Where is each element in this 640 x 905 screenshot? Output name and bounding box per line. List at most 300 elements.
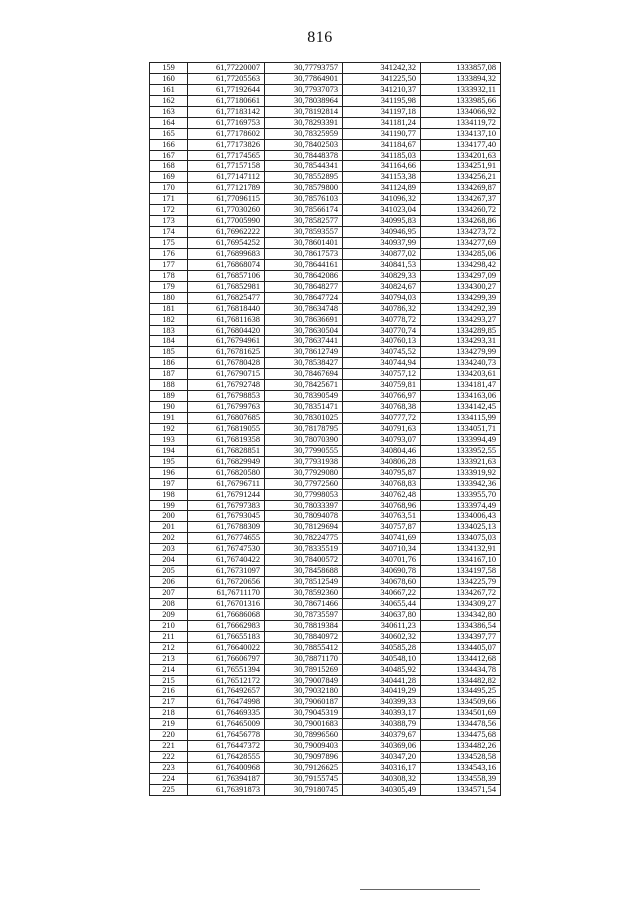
x-coordinate-cell: 340829,33 <box>343 270 421 281</box>
point-number-cell: 195 <box>150 456 188 467</box>
table-row <box>150 763 501 774</box>
latitude-cell: 61,77220007 <box>188 63 265 74</box>
y-coordinate-cell: 1334482,82 <box>421 675 501 686</box>
x-coordinate-cell: 340379,67 <box>343 730 421 741</box>
longitude-cell: 30,78544341 <box>265 161 343 172</box>
y-coordinate-cell: 1333857,08 <box>421 63 501 74</box>
point-number-cell: 187 <box>150 369 188 380</box>
table-row <box>150 84 501 95</box>
x-coordinate-cell: 340995,83 <box>343 216 421 227</box>
latitude-cell: 61,76711170 <box>188 588 265 599</box>
table-row <box>150 686 501 697</box>
x-coordinate-cell: 340760,13 <box>343 336 421 347</box>
y-coordinate-cell: 1334137,10 <box>421 128 501 139</box>
latitude-cell: 61,76512172 <box>188 675 265 686</box>
y-coordinate-cell: 1333955,70 <box>421 489 501 500</box>
latitude-cell: 61,76720656 <box>188 577 265 588</box>
longitude-cell: 30,78855412 <box>265 642 343 653</box>
x-coordinate-cell: 340602,32 <box>343 631 421 642</box>
table-row <box>150 413 501 424</box>
table-row <box>150 719 501 730</box>
latitude-cell: 61,76774655 <box>188 533 265 544</box>
y-coordinate-cell: 1333974,49 <box>421 500 501 511</box>
table-row <box>150 325 501 336</box>
point-number-cell: 194 <box>150 445 188 456</box>
latitude-cell: 61,76655183 <box>188 631 265 642</box>
table-row <box>150 150 501 161</box>
table-row <box>150 183 501 194</box>
x-coordinate-cell: 341023,04 <box>343 205 421 216</box>
y-coordinate-cell: 1334203,61 <box>421 369 501 380</box>
latitude-cell: 61,76394187 <box>188 773 265 784</box>
y-coordinate-cell: 1334397,77 <box>421 631 501 642</box>
latitude-cell: 61,76790715 <box>188 369 265 380</box>
point-number-cell: 223 <box>150 763 188 774</box>
longitude-cell: 30,78301025 <box>265 413 343 424</box>
longitude-cell: 30,79126625 <box>265 763 343 774</box>
table-row <box>150 588 501 599</box>
x-coordinate-cell: 341195,98 <box>343 95 421 106</box>
longitude-cell: 30,78644161 <box>265 259 343 270</box>
longitude-cell: 30,78538427 <box>265 358 343 369</box>
table-row <box>150 752 501 763</box>
latitude-cell: 61,77174565 <box>188 150 265 161</box>
point-number-cell: 178 <box>150 270 188 281</box>
longitude-cell: 30,78552895 <box>265 172 343 183</box>
x-coordinate-cell: 340770,74 <box>343 325 421 336</box>
longitude-cell: 30,79045319 <box>265 708 343 719</box>
y-coordinate-cell: 1334405,07 <box>421 642 501 653</box>
x-coordinate-cell: 340741,69 <box>343 533 421 544</box>
point-number-cell: 216 <box>150 686 188 697</box>
latitude-cell: 61,76818440 <box>188 303 265 314</box>
x-coordinate-cell: 340778,72 <box>343 314 421 325</box>
latitude-cell: 61,76857106 <box>188 270 265 281</box>
y-coordinate-cell: 1334025,13 <box>421 522 501 533</box>
y-coordinate-cell: 1334528,58 <box>421 752 501 763</box>
longitude-cell: 30,79001683 <box>265 719 343 730</box>
x-coordinate-cell: 340795,87 <box>343 467 421 478</box>
x-coordinate-cell: 341242,32 <box>343 63 421 74</box>
longitude-cell: 30,78593557 <box>265 227 343 238</box>
latitude-cell: 61,76465009 <box>188 719 265 730</box>
longitude-cell: 30,78582577 <box>265 216 343 227</box>
y-coordinate-cell: 1334256,21 <box>421 172 501 183</box>
y-coordinate-cell: 1334571,54 <box>421 784 501 795</box>
longitude-cell: 30,78129694 <box>265 522 343 533</box>
longitude-cell: 30,78819384 <box>265 620 343 631</box>
table-row <box>150 73 501 84</box>
table-row <box>150 194 501 205</box>
x-coordinate-cell: 341153,38 <box>343 172 421 183</box>
point-number-cell: 214 <box>150 664 188 675</box>
longitude-cell: 30,78293391 <box>265 117 343 128</box>
point-number-cell: 185 <box>150 347 188 358</box>
y-coordinate-cell: 1333994,49 <box>421 434 501 445</box>
table-row <box>150 423 501 434</box>
table-row <box>150 227 501 238</box>
point-number-cell: 169 <box>150 172 188 183</box>
latitude-cell: 61,76686068 <box>188 609 265 620</box>
table-row <box>150 238 501 249</box>
x-coordinate-cell: 341190,77 <box>343 128 421 139</box>
latitude-cell: 61,76804420 <box>188 325 265 336</box>
table-row <box>150 95 501 106</box>
longitude-cell: 30,78642086 <box>265 270 343 281</box>
latitude-cell: 61,76640022 <box>188 642 265 653</box>
point-number-cell: 199 <box>150 500 188 511</box>
x-coordinate-cell: 340369,06 <box>343 741 421 752</box>
longitude-cell: 30,78617573 <box>265 248 343 259</box>
point-number-cell: 164 <box>150 117 188 128</box>
y-coordinate-cell: 1334240,73 <box>421 358 501 369</box>
x-coordinate-cell: 340768,83 <box>343 478 421 489</box>
latitude-cell: 61,77030260 <box>188 205 265 216</box>
table-row <box>150 741 501 752</box>
x-coordinate-cell: 340744,94 <box>343 358 421 369</box>
x-coordinate-cell: 340393,17 <box>343 708 421 719</box>
point-number-cell: 183 <box>150 325 188 336</box>
longitude-cell: 30,78448378 <box>265 150 343 161</box>
point-number-cell: 213 <box>150 653 188 664</box>
x-coordinate-cell: 340841,53 <box>343 259 421 270</box>
y-coordinate-cell: 1333952,55 <box>421 445 501 456</box>
x-coordinate-cell: 340441,28 <box>343 675 421 686</box>
latitude-cell: 61,76829949 <box>188 456 265 467</box>
x-coordinate-cell: 340791,63 <box>343 423 421 434</box>
y-coordinate-cell: 1334501,69 <box>421 708 501 719</box>
point-number-cell: 198 <box>150 489 188 500</box>
longitude-cell: 30,78033397 <box>265 500 343 511</box>
table-row <box>150 314 501 325</box>
table-row <box>150 653 501 664</box>
latitude-cell: 61,76798853 <box>188 391 265 402</box>
point-number-cell: 224 <box>150 773 188 784</box>
table-row <box>150 303 501 314</box>
x-coordinate-cell: 340611,23 <box>343 620 421 631</box>
longitude-cell: 30,78425671 <box>265 380 343 391</box>
table-row <box>150 784 501 795</box>
y-coordinate-cell: 1333894,32 <box>421 73 501 84</box>
table-row <box>150 773 501 784</box>
longitude-cell: 30,78325959 <box>265 128 343 139</box>
latitude-cell: 61,77205563 <box>188 73 265 84</box>
y-coordinate-cell: 1334478,56 <box>421 719 501 730</box>
longitude-cell: 30,78996560 <box>265 730 343 741</box>
table-row <box>150 402 501 413</box>
x-coordinate-cell: 340485,92 <box>343 664 421 675</box>
table-row <box>150 281 501 292</box>
table-row <box>150 544 501 555</box>
y-coordinate-cell: 1334260,72 <box>421 205 501 216</box>
x-coordinate-cell: 340877,02 <box>343 248 421 259</box>
point-number-cell: 177 <box>150 259 188 270</box>
point-number-cell: 215 <box>150 675 188 686</box>
table-row <box>150 63 501 74</box>
y-coordinate-cell: 1334066,92 <box>421 106 501 117</box>
longitude-cell: 30,78871170 <box>265 653 343 664</box>
y-coordinate-cell: 1334386,54 <box>421 620 501 631</box>
table-row <box>150 434 501 445</box>
longitude-cell: 30,79155745 <box>265 773 343 784</box>
latitude-cell: 61,76428555 <box>188 752 265 763</box>
x-coordinate-cell: 340667,22 <box>343 588 421 599</box>
y-coordinate-cell: 1334268,86 <box>421 216 501 227</box>
table-row <box>150 467 501 478</box>
y-coordinate-cell: 1333919,92 <box>421 467 501 478</box>
longitude-cell: 30,77937073 <box>265 84 343 95</box>
latitude-cell: 61,76820580 <box>188 467 265 478</box>
point-number-cell: 190 <box>150 402 188 413</box>
longitude-cell: 30,78192814 <box>265 106 343 117</box>
point-number-cell: 211 <box>150 631 188 642</box>
longitude-cell: 30,78467694 <box>265 369 343 380</box>
table-row <box>150 566 501 577</box>
x-coordinate-cell: 341210,37 <box>343 84 421 95</box>
latitude-cell: 61,76747530 <box>188 544 265 555</box>
x-coordinate-cell: 340806,28 <box>343 456 421 467</box>
latitude-cell: 61,76606797 <box>188 653 265 664</box>
point-number-cell: 225 <box>150 784 188 795</box>
latitude-cell: 61,76792748 <box>188 380 265 391</box>
longitude-cell: 30,78601401 <box>265 238 343 249</box>
longitude-cell: 30,79009403 <box>265 741 343 752</box>
point-number-cell: 206 <box>150 577 188 588</box>
longitude-cell: 30,78636691 <box>265 314 343 325</box>
footer-rule <box>360 889 480 890</box>
y-coordinate-cell: 1334277,69 <box>421 238 501 249</box>
table-row <box>150 577 501 588</box>
latitude-cell: 61,76456778 <box>188 730 265 741</box>
point-number-cell: 205 <box>150 566 188 577</box>
latitude-cell: 61,76793045 <box>188 511 265 522</box>
latitude-cell: 61,76799763 <box>188 402 265 413</box>
point-number-cell: 196 <box>150 467 188 478</box>
x-coordinate-cell: 341185,03 <box>343 150 421 161</box>
longitude-cell: 30,78400572 <box>265 555 343 566</box>
longitude-cell: 30,77998053 <box>265 489 343 500</box>
point-number-cell: 203 <box>150 544 188 555</box>
table-row <box>150 609 501 620</box>
x-coordinate-cell: 341181,24 <box>343 117 421 128</box>
y-coordinate-cell: 1334279,99 <box>421 347 501 358</box>
point-number-cell: 222 <box>150 752 188 763</box>
longitude-cell: 30,78351471 <box>265 402 343 413</box>
point-number-cell: 173 <box>150 216 188 227</box>
longitude-cell: 30,78566174 <box>265 205 343 216</box>
table-row <box>150 128 501 139</box>
x-coordinate-cell: 340768,96 <box>343 500 421 511</box>
point-number-cell: 174 <box>150 227 188 238</box>
latitude-cell: 61,76662983 <box>188 620 265 631</box>
point-number-cell: 197 <box>150 478 188 489</box>
longitude-cell: 30,77929080 <box>265 467 343 478</box>
y-coordinate-cell: 1334543,16 <box>421 763 501 774</box>
latitude-cell: 61,76400968 <box>188 763 265 774</box>
table-row <box>150 259 501 270</box>
table-row <box>150 533 501 544</box>
table-row <box>150 139 501 150</box>
longitude-cell: 30,78070390 <box>265 434 343 445</box>
longitude-cell: 30,78634748 <box>265 303 343 314</box>
latitude-cell: 61,76791244 <box>188 489 265 500</box>
longitude-cell: 30,78592360 <box>265 588 343 599</box>
table-row <box>150 445 501 456</box>
latitude-cell: 61,76492657 <box>188 686 265 697</box>
longitude-cell: 30,78094078 <box>265 511 343 522</box>
point-number-cell: 180 <box>150 292 188 303</box>
point-number-cell: 161 <box>150 84 188 95</box>
x-coordinate-cell: 340678,60 <box>343 577 421 588</box>
y-coordinate-cell: 1334075,03 <box>421 533 501 544</box>
x-coordinate-cell: 340763,51 <box>343 511 421 522</box>
x-coordinate-cell: 340388,79 <box>343 719 421 730</box>
point-number-cell: 170 <box>150 183 188 194</box>
x-coordinate-cell: 340793,07 <box>343 434 421 445</box>
x-coordinate-cell: 340548,10 <box>343 653 421 664</box>
y-coordinate-cell: 1334142,45 <box>421 402 501 413</box>
latitude-cell: 61,76811638 <box>188 314 265 325</box>
page-number: 816 <box>307 29 333 46</box>
y-coordinate-cell: 1334482,26 <box>421 741 501 752</box>
table-row <box>150 730 501 741</box>
latitude-cell: 61,76780428 <box>188 358 265 369</box>
point-number-cell: 163 <box>150 106 188 117</box>
longitude-cell: 30,79032180 <box>265 686 343 697</box>
latitude-cell: 61,76852981 <box>188 281 265 292</box>
point-number-cell: 207 <box>150 588 188 599</box>
y-coordinate-cell: 1334181,47 <box>421 380 501 391</box>
table-row <box>150 642 501 653</box>
table-row <box>150 117 501 128</box>
latitude-cell: 61,76794961 <box>188 336 265 347</box>
point-number-cell: 186 <box>150 358 188 369</box>
x-coordinate-cell: 341124,89 <box>343 183 421 194</box>
table-row <box>150 478 501 489</box>
table-row <box>150 708 501 719</box>
table-row <box>150 598 501 609</box>
table-row <box>150 555 501 566</box>
y-coordinate-cell: 1334412,68 <box>421 653 501 664</box>
latitude-cell: 61,76391873 <box>188 784 265 795</box>
longitude-cell: 30,78579800 <box>265 183 343 194</box>
y-coordinate-cell: 1334293,31 <box>421 336 501 347</box>
y-coordinate-cell: 1334177,40 <box>421 139 501 150</box>
x-coordinate-cell: 340710,34 <box>343 544 421 555</box>
point-number-cell: 172 <box>150 205 188 216</box>
x-coordinate-cell: 340305,49 <box>343 784 421 795</box>
table-row <box>150 248 501 259</box>
longitude-cell: 30,78390549 <box>265 391 343 402</box>
table-row <box>150 391 501 402</box>
table-row <box>150 456 501 467</box>
latitude-cell: 61,77157158 <box>188 161 265 172</box>
y-coordinate-cell: 1334006,43 <box>421 511 501 522</box>
point-number-cell: 165 <box>150 128 188 139</box>
x-coordinate-cell: 340946,95 <box>343 227 421 238</box>
point-number-cell: 179 <box>150 281 188 292</box>
point-number-cell: 219 <box>150 719 188 730</box>
point-number-cell: 201 <box>150 522 188 533</box>
latitude-cell: 61,76807685 <box>188 413 265 424</box>
longitude-cell: 30,79097896 <box>265 752 343 763</box>
longitude-cell: 30,77990555 <box>265 445 343 456</box>
point-number-cell: 200 <box>150 511 188 522</box>
table-row <box>150 172 501 183</box>
x-coordinate-cell: 340757,87 <box>343 522 421 533</box>
table-row <box>150 216 501 227</box>
x-coordinate-cell: 341184,67 <box>343 139 421 150</box>
y-coordinate-cell: 1334225,79 <box>421 577 501 588</box>
x-coordinate-cell: 340762,48 <box>343 489 421 500</box>
table-row <box>150 292 501 303</box>
y-coordinate-cell: 1334509,66 <box>421 697 501 708</box>
latitude-cell: 61,77178602 <box>188 128 265 139</box>
latitude-cell: 61,76551394 <box>188 664 265 675</box>
y-coordinate-cell: 1334201,63 <box>421 150 501 161</box>
longitude-cell: 30,78612749 <box>265 347 343 358</box>
latitude-cell: 61,76474998 <box>188 697 265 708</box>
y-coordinate-cell: 1334119,72 <box>421 117 501 128</box>
point-number-cell: 193 <box>150 434 188 445</box>
y-coordinate-cell: 1334132,91 <box>421 544 501 555</box>
point-number-cell: 188 <box>150 380 188 391</box>
x-coordinate-cell: 340308,32 <box>343 773 421 784</box>
point-number-cell: 217 <box>150 697 188 708</box>
latitude-cell: 61,76797383 <box>188 500 265 511</box>
x-coordinate-cell: 340766,97 <box>343 391 421 402</box>
latitude-cell: 61,77147112 <box>188 172 265 183</box>
table-row <box>150 347 501 358</box>
x-coordinate-cell: 341197,18 <box>343 106 421 117</box>
y-coordinate-cell: 1334293,27 <box>421 314 501 325</box>
longitude-cell: 30,77931938 <box>265 456 343 467</box>
longitude-cell: 30,78402503 <box>265 139 343 150</box>
x-coordinate-cell: 340794,03 <box>343 292 421 303</box>
longitude-cell: 30,77972560 <box>265 478 343 489</box>
point-number-cell: 176 <box>150 248 188 259</box>
point-number-cell: 212 <box>150 642 188 653</box>
x-coordinate-cell: 340419,29 <box>343 686 421 697</box>
x-coordinate-cell: 340347,20 <box>343 752 421 763</box>
longitude-cell: 30,78224775 <box>265 533 343 544</box>
y-coordinate-cell: 1334292,39 <box>421 303 501 314</box>
point-number-cell: 184 <box>150 336 188 347</box>
point-number-cell: 209 <box>150 609 188 620</box>
table-row <box>150 369 501 380</box>
y-coordinate-cell: 1334309,27 <box>421 598 501 609</box>
table-row <box>150 380 501 391</box>
point-number-cell: 202 <box>150 533 188 544</box>
latitude-cell: 61,76899683 <box>188 248 265 259</box>
coordinates-table <box>149 62 501 796</box>
table-row <box>150 358 501 369</box>
point-number-cell: 167 <box>150 150 188 161</box>
latitude-cell: 61,77180661 <box>188 95 265 106</box>
y-coordinate-cell: 1334163,06 <box>421 391 501 402</box>
y-coordinate-cell: 1334475,68 <box>421 730 501 741</box>
x-coordinate-cell: 341096,32 <box>343 194 421 205</box>
longitude-cell: 30,78576103 <box>265 194 343 205</box>
point-number-cell: 192 <box>150 423 188 434</box>
point-number-cell: 160 <box>150 73 188 84</box>
coordinates-table-body <box>150 63 501 796</box>
y-coordinate-cell: 1333942,36 <box>421 478 501 489</box>
y-coordinate-cell: 1334267,37 <box>421 194 501 205</box>
latitude-cell: 61,76954252 <box>188 238 265 249</box>
x-coordinate-cell: 340655,44 <box>343 598 421 609</box>
point-number-cell: 162 <box>150 95 188 106</box>
